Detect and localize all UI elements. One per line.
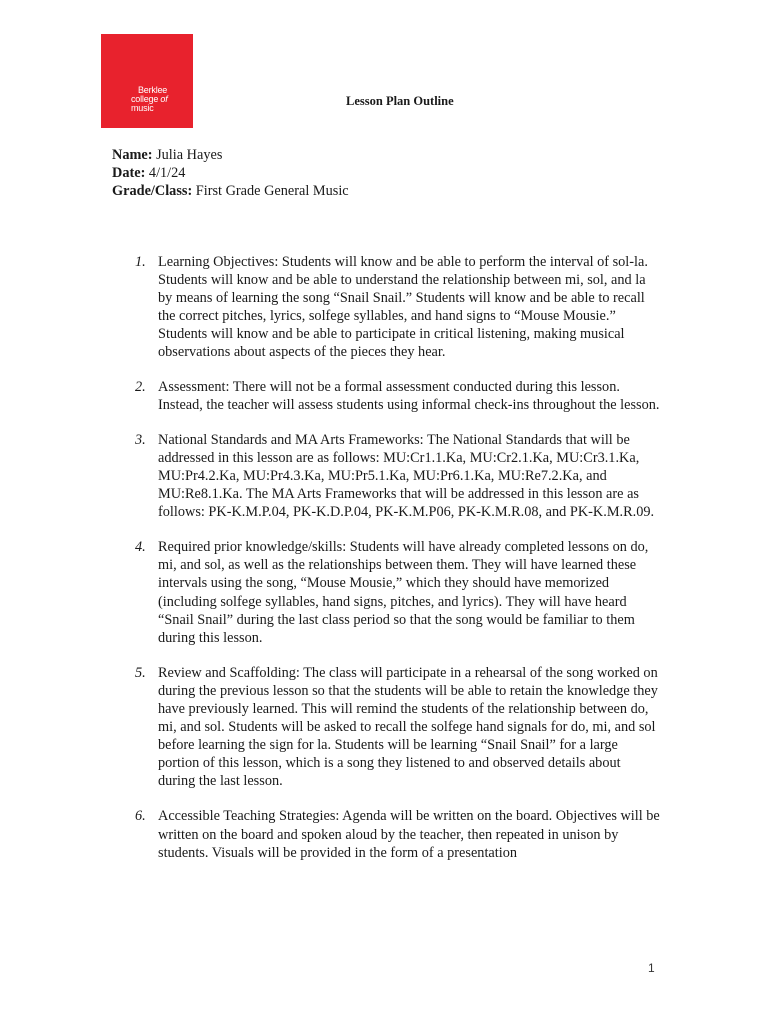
list-item-text: Review and Scaffolding: The class will participate in a rehearsal of the song worked on during the previous lesson so that the students will be able to retain the knowledge they have previously learned. This will remind the students of the relationship between do, mi, and sol. Students will be asked to recall the solfege hand signals for do, mi, and sol before learning the sign for la. Students will be learning “Snail Snail” for a large portion of this lesson, which is a song they listened to and observed details about during the last lesson. <box>158 664 658 790</box>
list-item-text: Learning Objectives: Students will know and be able to perform the interval of sol-la. Students will know and be able to understand the relationship between mi, sol, and la by means of learning the song “Snail Snail.” Students will know and be able to recall the correct pitches, lyrics, solfege syllables, and hand signs to “Mouse Mousie.” Students will know and be able to participate in critical listening, making musical observations about aspects of the pieces they hear. <box>158 254 648 361</box>
list-item-number: 3. <box>135 431 146 448</box>
list-item-text: Required prior knowledge/skills: Students will have already completed lessons on do, mi, and sol, as well as the relationships between them. They will have learned these intervals using the song, “Mouse Mousie,” which they should have memorized (including solfege syllables, hand signs, pitches, and lyrics). They will have heard “Snail Snail” during the last class period so that the song would be familiar to them during this lesson. <box>158 539 649 646</box>
logo-wordmark <box>131 86 168 113</box>
name-value: Julia Hayes <box>152 147 223 163</box>
grade-label: Grade/Class: <box>112 183 193 199</box>
lesson-meta <box>112 146 349 200</box>
logo-line-2-a: college <box>131 94 161 104</box>
grade-value: First Grade General Music <box>192 183 349 199</box>
list-item-number: 5. <box>135 664 146 681</box>
name-label: Name: <box>112 147 153 163</box>
document-title: Lesson Plan Outline <box>346 94 454 108</box>
list-item-number: 1. <box>135 254 146 270</box>
logo-line-3: music <box>131 103 154 113</box>
list-item-number: 2. <box>135 378 146 395</box>
date-label: Date: <box>112 165 146 181</box>
logo-line-1: Berklee <box>138 85 168 95</box>
list-item <box>130 664 660 791</box>
list-item <box>130 378 660 414</box>
list-item-text: National Standards and MA Arts Frameworks: The National Standards that will be addressed in this lesson are as follows: MU:Cr1.1.Ka, MU:Cr2.1.Ka, MU:Cr3.1.Ka, MU:Pr4.2.Ka, MU:Pr4.3.Ka, MU:Pr5.1.Ka, MU:Pr6.1.Ka, MU:Re7.2.Ka, and MU:Re8.1.Ka. The MA Arts Frameworks that will be addressed in this lesson are as follows: PK-K.M.P.04, PK-K.D.P.04, PK-K.M.P06, PK-K.M.R.08, and PK-K.M.R.09. <box>158 431 655 521</box>
list-item <box>130 538 660 647</box>
list-item-text: Accessible Teaching Strategies: Agenda will be written on the board. Objectives will be written on the board and spoken aloud by the teacher, then repeated in unison by students. Visuals will be provided in the form of a presentation <box>158 808 660 861</box>
list-item <box>130 807 660 861</box>
list-item-number: 4. <box>135 539 146 556</box>
page-number: 1 <box>648 961 655 975</box>
list-item-text: Assessment: There will not be a formal assessment conducted during this lesson. Instead, the teacher will assess students using informal check-ins throughout the lesson. <box>158 378 660 413</box>
date-value: 4/1/24 <box>145 165 186 181</box>
lesson-plan-list <box>130 253 660 862</box>
berklee-logo <box>101 34 193 128</box>
grade-row <box>112 182 349 200</box>
logo-line-2-b: of <box>160 94 168 104</box>
list-item <box>130 253 660 362</box>
name-row <box>112 146 349 164</box>
list-item-number: 6. <box>135 808 146 825</box>
list-item <box>130 431 660 521</box>
date-row <box>112 164 349 182</box>
